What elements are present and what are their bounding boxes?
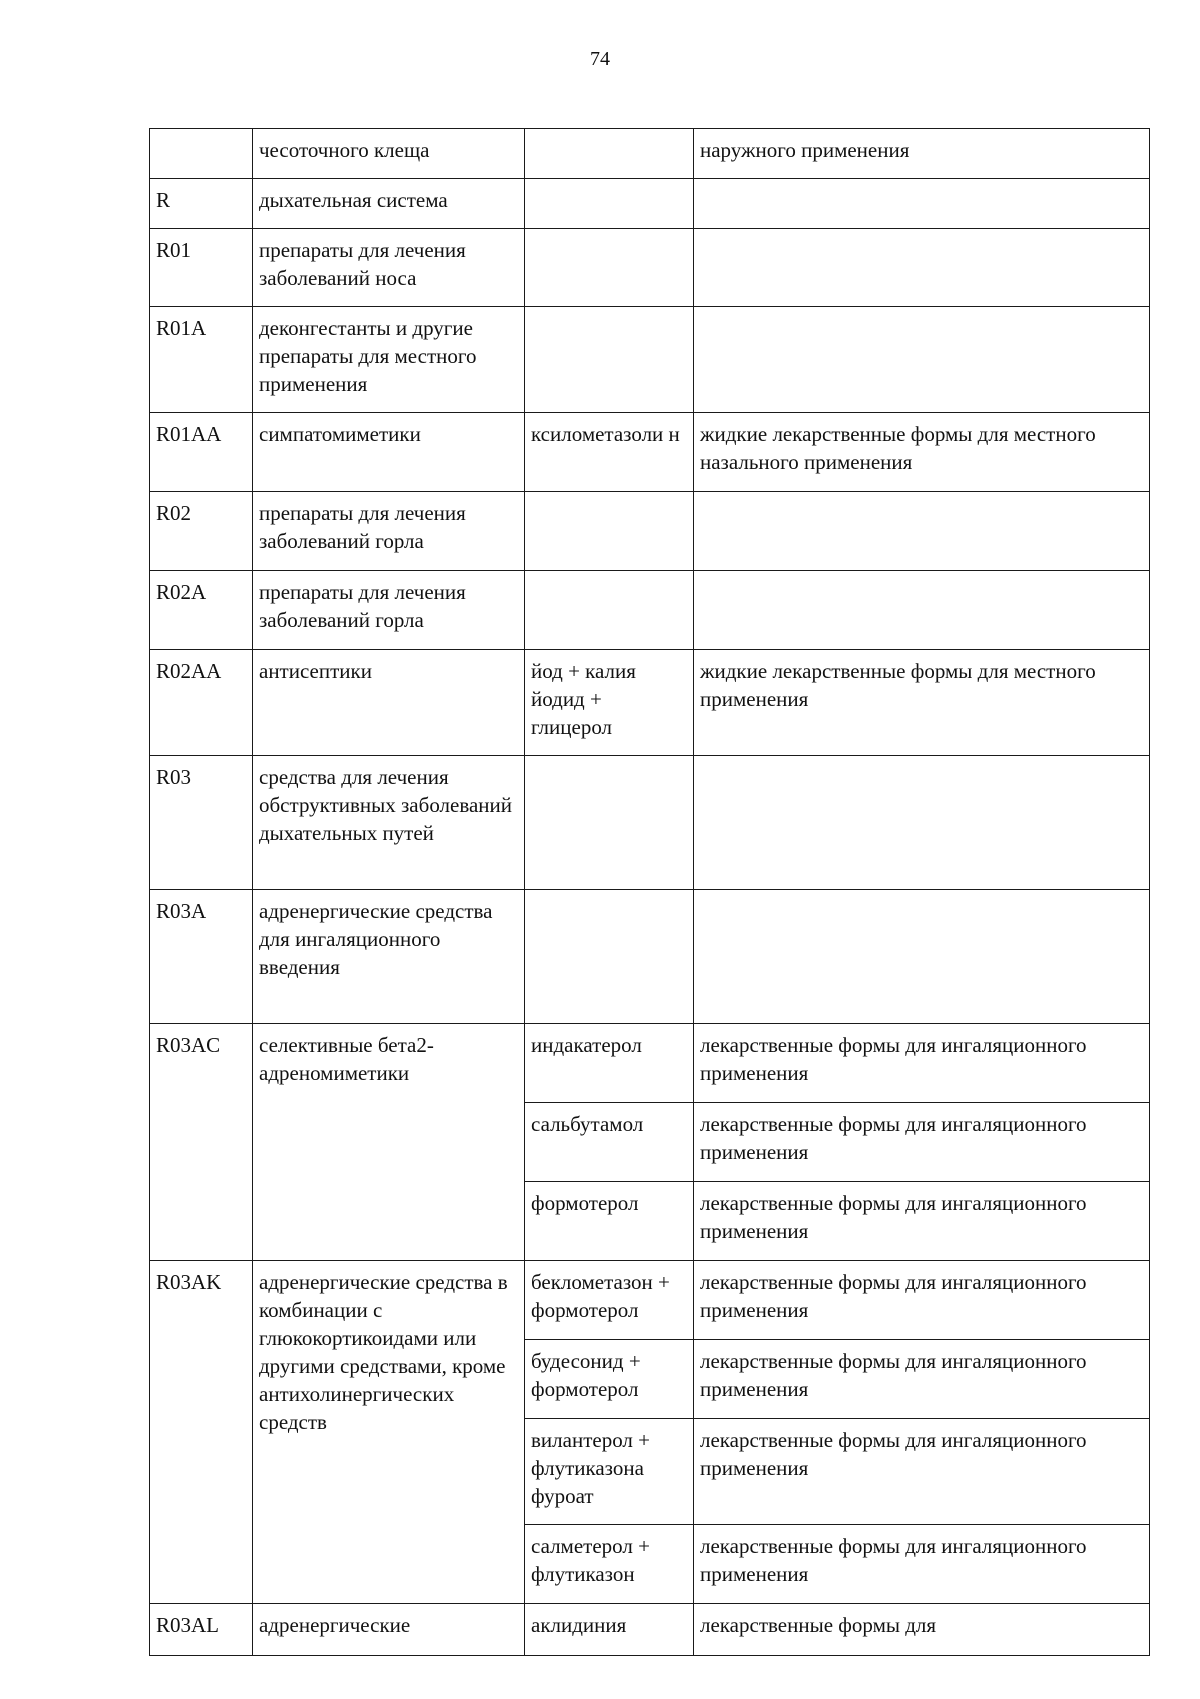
pharmacological-group-cell: средства для лечения обструктивных заболеваний дыхательных путей (253, 756, 525, 890)
dosage-form-cell: лекарственные формы для (694, 1604, 1150, 1656)
pharmacological-group-cell: адренергические средства для ингаляционного введения (253, 890, 525, 1024)
dosage-form-cell: лекарственные формы для ингаляционного применения (694, 1024, 1150, 1103)
drug-name-cell: формотерол (525, 1182, 694, 1261)
dosage-form-cell: лекарственные формы для ингаляционного применения (694, 1103, 1150, 1182)
dosage-form-cell: лекарственные формы для ингаляционного применения (694, 1182, 1150, 1261)
dosage-form-cell: лекарственные формы для ингаляционного применения (694, 1340, 1150, 1419)
pharmacological-group-cell: адренергические средства в комбинации с глюкокортикоидами или другими средствами, кроме антихолинергических средств (253, 1261, 525, 1604)
drug-name-cell: сальбутамол (525, 1103, 694, 1182)
drug-name-cell (525, 229, 694, 307)
pharmacological-group-cell: адренергические (253, 1604, 525, 1656)
drug-name-cell: вилантерол + флутиказона фуроат (525, 1419, 694, 1525)
dosage-form-cell: жидкие лекарственные формы для местного применения (694, 650, 1150, 756)
drug-name-cell: салметерол + флутиказон (525, 1525, 694, 1604)
table-row (150, 1261, 1150, 1340)
atc-code-cell: R03A (150, 890, 253, 1024)
drug-name-cell: будесонид + формотерол (525, 1340, 694, 1419)
pharmacological-group-cell: препараты для лечения заболеваний носа (253, 229, 525, 307)
pharmacological-group-cell: симпатомиметики (253, 413, 525, 492)
page-number: 74 (590, 48, 610, 70)
drug-name-cell: аклидиния (525, 1604, 694, 1656)
drug-name-cell (525, 756, 694, 890)
atc-code-cell: R03AK (150, 1261, 253, 1604)
dosage-form-cell: лекарственные формы для ингаляционного применения (694, 1525, 1150, 1604)
pharmacological-group-cell: деконгестанты и другие препараты для местного применения (253, 307, 525, 413)
table-row (150, 650, 1150, 756)
atc-code-cell: R02A (150, 571, 253, 650)
drug-name-cell (525, 129, 694, 179)
dosage-form-cell (694, 756, 1150, 890)
dosage-form-cell: наружного применения (694, 129, 1150, 179)
drug-name-cell: ксилометазоли н (525, 413, 694, 492)
dosage-form-cell: лекарственные формы для ингаляционного применения (694, 1419, 1150, 1525)
table-row (150, 571, 1150, 650)
drug-name-cell (525, 179, 694, 229)
table-row (150, 890, 1150, 1024)
table-row (150, 307, 1150, 413)
dosage-form-cell (694, 571, 1150, 650)
pharmacological-group-cell: препараты для лечения заболеваний горла (253, 571, 525, 650)
pharmacological-group-cell: антисептики (253, 650, 525, 756)
dosage-form-cell (694, 229, 1150, 307)
table-row (150, 229, 1150, 307)
table-row (150, 1024, 1150, 1103)
atc-code-cell: R01A (150, 307, 253, 413)
drug-name-cell (525, 492, 694, 571)
drug-name-cell (525, 890, 694, 1024)
atc-code-cell: R01 (150, 229, 253, 307)
pharmacological-group-cell: дыхательная система (253, 179, 525, 229)
dosage-form-cell (694, 307, 1150, 413)
table-row (150, 413, 1150, 492)
drug-name-cell: йод + калия йодид + глицерол (525, 650, 694, 756)
dosage-form-cell (694, 890, 1150, 1024)
atc-code-cell: R (150, 179, 253, 229)
pharmacological-group-cell: селективные бета2-адреномиметики (253, 1024, 525, 1261)
atc-code-cell: R02AA (150, 650, 253, 756)
atc-code-cell: R03 (150, 756, 253, 890)
table-row (150, 179, 1150, 229)
atc-drug-table (149, 128, 1150, 1656)
dosage-form-cell (694, 492, 1150, 571)
table-row (150, 1604, 1150, 1656)
drug-name-cell (525, 571, 694, 650)
dosage-form-cell: жидкие лекарственные формы для местного назального применения (694, 413, 1150, 492)
drug-name-cell: беклометазон + формотерол (525, 1261, 694, 1340)
dosage-form-cell: лекарственные формы для ингаляционного применения (694, 1261, 1150, 1340)
table-row (150, 129, 1150, 179)
atc-code-cell: R03AC (150, 1024, 253, 1261)
dosage-form-cell (694, 179, 1150, 229)
atc-code-cell (150, 129, 253, 179)
drug-name-cell (525, 307, 694, 413)
atc-code-cell: R01AA (150, 413, 253, 492)
drug-name-cell: индакатерол (525, 1024, 694, 1103)
atc-code-cell: R03AL (150, 1604, 253, 1656)
pharmacological-group-cell: чесоточного клеща (253, 129, 525, 179)
atc-code-cell: R02 (150, 492, 253, 571)
pharmacological-group-cell: препараты для лечения заболеваний горла (253, 492, 525, 571)
table-row (150, 492, 1150, 571)
table-row (150, 756, 1150, 890)
